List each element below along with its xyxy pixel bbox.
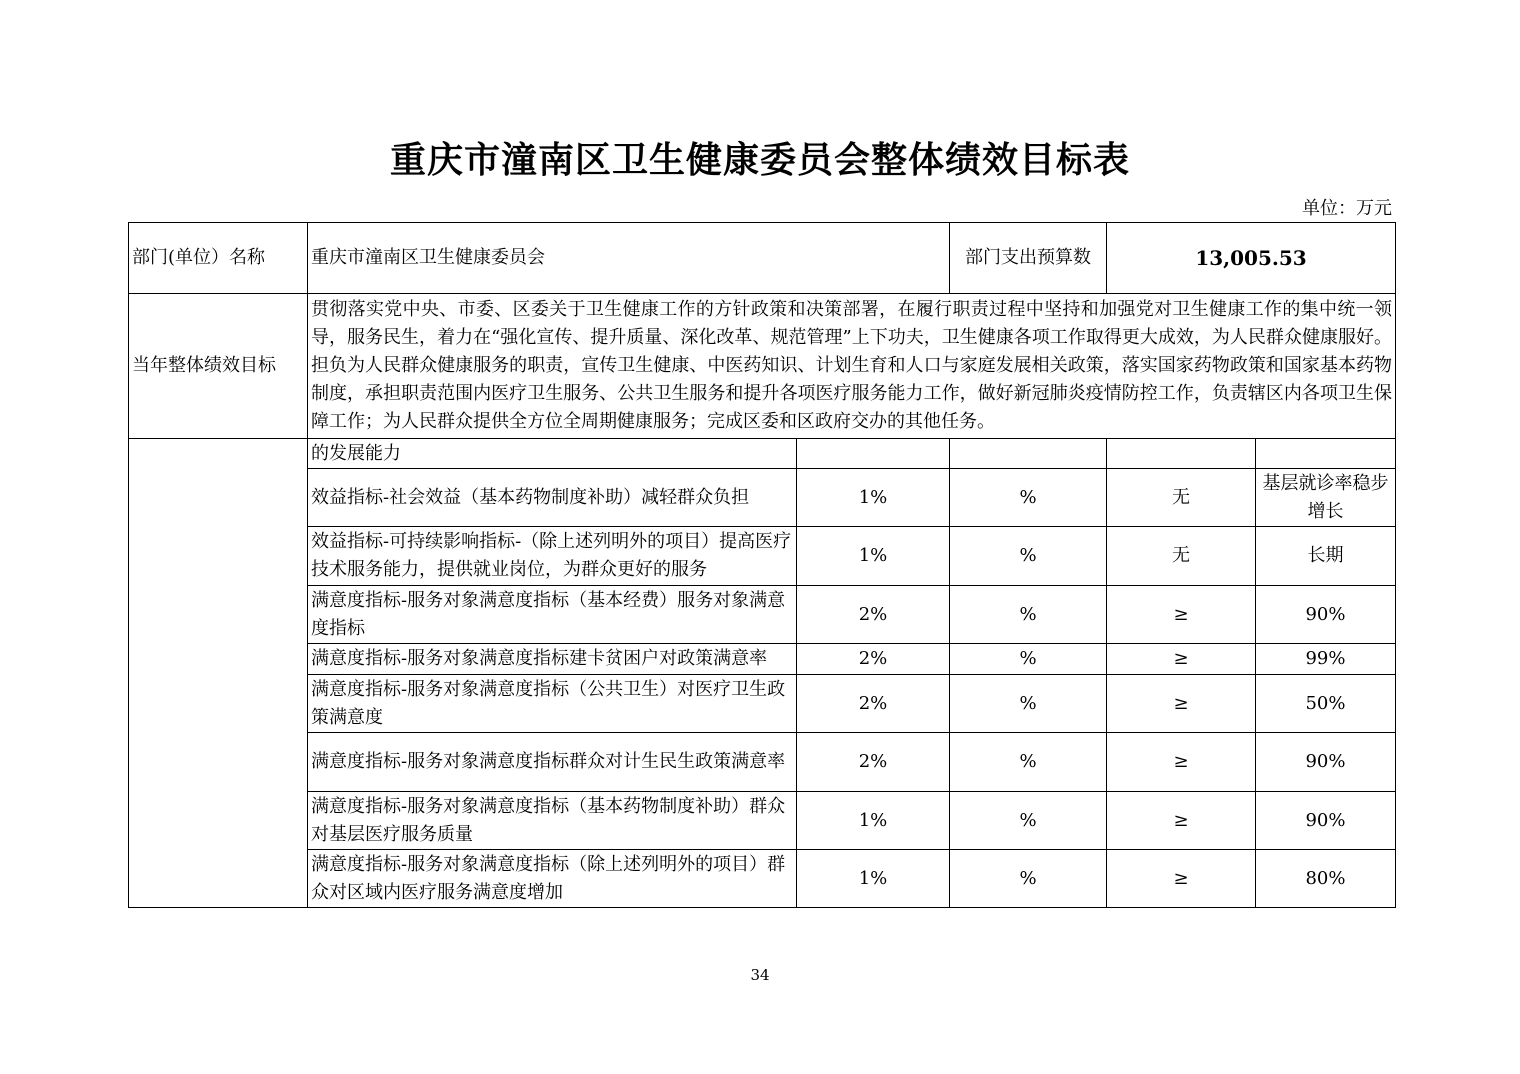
header-row: [129, 223, 1396, 294]
indicator-name: 满意度指标-服务对象满意度指标（公共卫生）对医疗卫生政策满意度: [308, 675, 797, 733]
indicator-row: [129, 469, 1396, 527]
indicator-row: [129, 850, 1396, 908]
goal-text-cell: 贯彻落实党中央、市委、区委关于卫生健康工作的方针政策和决策部署，在履行职责过程中坚持和加强党对卫生健康工作的集中统一领导，服务民生，着力在“强化宣传、提升质量、深化改革、规范管理”上下功夫，卫生健康各项工作取得更大成效，为人民群众健康服好。担负为人民群众健康服务的职责，宣传卫生健康、中医药知识、计划生育和人口与家庭发展相关政策，落实国家药物政策和国家基本药物制度，承担职责范围内医疗卫生服务、公共卫生服务和提升各项医疗服务能力工作，做好新冠肺炎疫情防控工作，负责辖区内各项卫生保障工作；为人民群众提供全方位全周期健康服务；完成区委和区政府交办的其他任务。: [308, 294, 1396, 439]
indicator-weight: 1%: [797, 850, 950, 908]
indicator-row: [129, 733, 1396, 792]
indicator-name: 满意度指标-服务对象满意度指标（基本药物制度补助）群众对基层医疗服务质量: [308, 792, 797, 850]
indicator-target: 50%: [1256, 675, 1396, 733]
empty-cell: [950, 439, 1107, 469]
indicator-operator: 无: [1107, 527, 1256, 586]
indicator-weight: 2%: [797, 733, 950, 792]
indicator-unit: %: [950, 586, 1107, 644]
indicator-target: 80%: [1256, 850, 1396, 908]
indicator-row: [129, 675, 1396, 733]
indicator-unit: %: [950, 675, 1107, 733]
goal-label-cell: 当年整体绩效目标: [129, 294, 308, 439]
budget-value-cell: 13,005.53: [1107, 223, 1396, 294]
continuation-text-cell: 的发展能力: [308, 439, 797, 469]
indicator-weight: 1%: [797, 469, 950, 527]
indicator-unit: %: [950, 733, 1107, 792]
indicator-unit: %: [950, 792, 1107, 850]
indicator-target: 长期: [1256, 527, 1396, 586]
indicator-row: [129, 644, 1396, 675]
indicator-target: 90%: [1256, 733, 1396, 792]
indicator-row: [129, 527, 1396, 586]
indicator-operator: ≥: [1107, 792, 1256, 850]
indicator-target: 99%: [1256, 644, 1396, 675]
indicator-name: 效益指标-社会效益（基本药物制度补助）减轻群众负担: [308, 469, 797, 527]
indicator-unit: %: [950, 527, 1107, 586]
indicator-target: 90%: [1256, 586, 1396, 644]
unit-label: 单位：万元: [1302, 198, 1392, 219]
dept-name-cell: 重庆市潼南区卫生健康委员会: [308, 223, 950, 294]
indicator-weight: 1%: [797, 792, 950, 850]
performance-table: [128, 222, 1396, 908]
dept-label-cell: 部门(单位）名称: [129, 223, 308, 294]
indicator-unit: %: [950, 469, 1107, 527]
goal-row: [129, 294, 1396, 439]
indicator-weight: 2%: [797, 644, 950, 675]
page-title: 重庆市潼南区卫生健康委员会整体绩效目标表: [389, 139, 1130, 181]
indicator-name: 满意度指标-服务对象满意度指标（基本经费）服务对象满意度指标: [308, 586, 797, 644]
indicator-operator: ≥: [1107, 644, 1256, 675]
page-number: 34: [750, 966, 770, 984]
indicator-operator: 无: [1107, 469, 1256, 527]
indicator-target: 基层就诊率稳步增长: [1256, 469, 1396, 527]
indicator-weight: 1%: [797, 527, 950, 586]
indicator-weight: 2%: [797, 586, 950, 644]
indicator-name: 效益指标-可持续影响指标-（除上述列明外的项目）提高医疗技术服务能力，提供就业岗位，为群众更好的服务: [308, 527, 797, 586]
indicator-name: 满意度指标-服务对象满意度指标（除上述列明外的项目）群众对区域内医疗服务满意度增加: [308, 850, 797, 908]
indicator-unit: %: [950, 644, 1107, 675]
indicator-group-cell: [129, 439, 308, 908]
indicator-row: [129, 792, 1396, 850]
indicator-operator: ≥: [1107, 586, 1256, 644]
indicator-operator: ≥: [1107, 850, 1256, 908]
indicator-name: 满意度指标-服务对象满意度指标建卡贫困户对政策满意率: [308, 644, 797, 675]
empty-cell: [1107, 439, 1256, 469]
empty-cell: [1256, 439, 1396, 469]
indicator-operator: ≥: [1107, 675, 1256, 733]
budget-label-cell: 部门支出预算数: [950, 223, 1107, 294]
indicator-row: [129, 586, 1396, 644]
indicator-name: 满意度指标-服务对象满意度指标群众对计生民生政策满意率: [308, 733, 797, 792]
indicator-unit: %: [950, 850, 1107, 908]
continuation-row: [129, 439, 1396, 469]
empty-cell: [797, 439, 950, 469]
indicator-operator: ≥: [1107, 733, 1256, 792]
indicator-target: 90%: [1256, 792, 1396, 850]
indicator-weight: 2%: [797, 675, 950, 733]
